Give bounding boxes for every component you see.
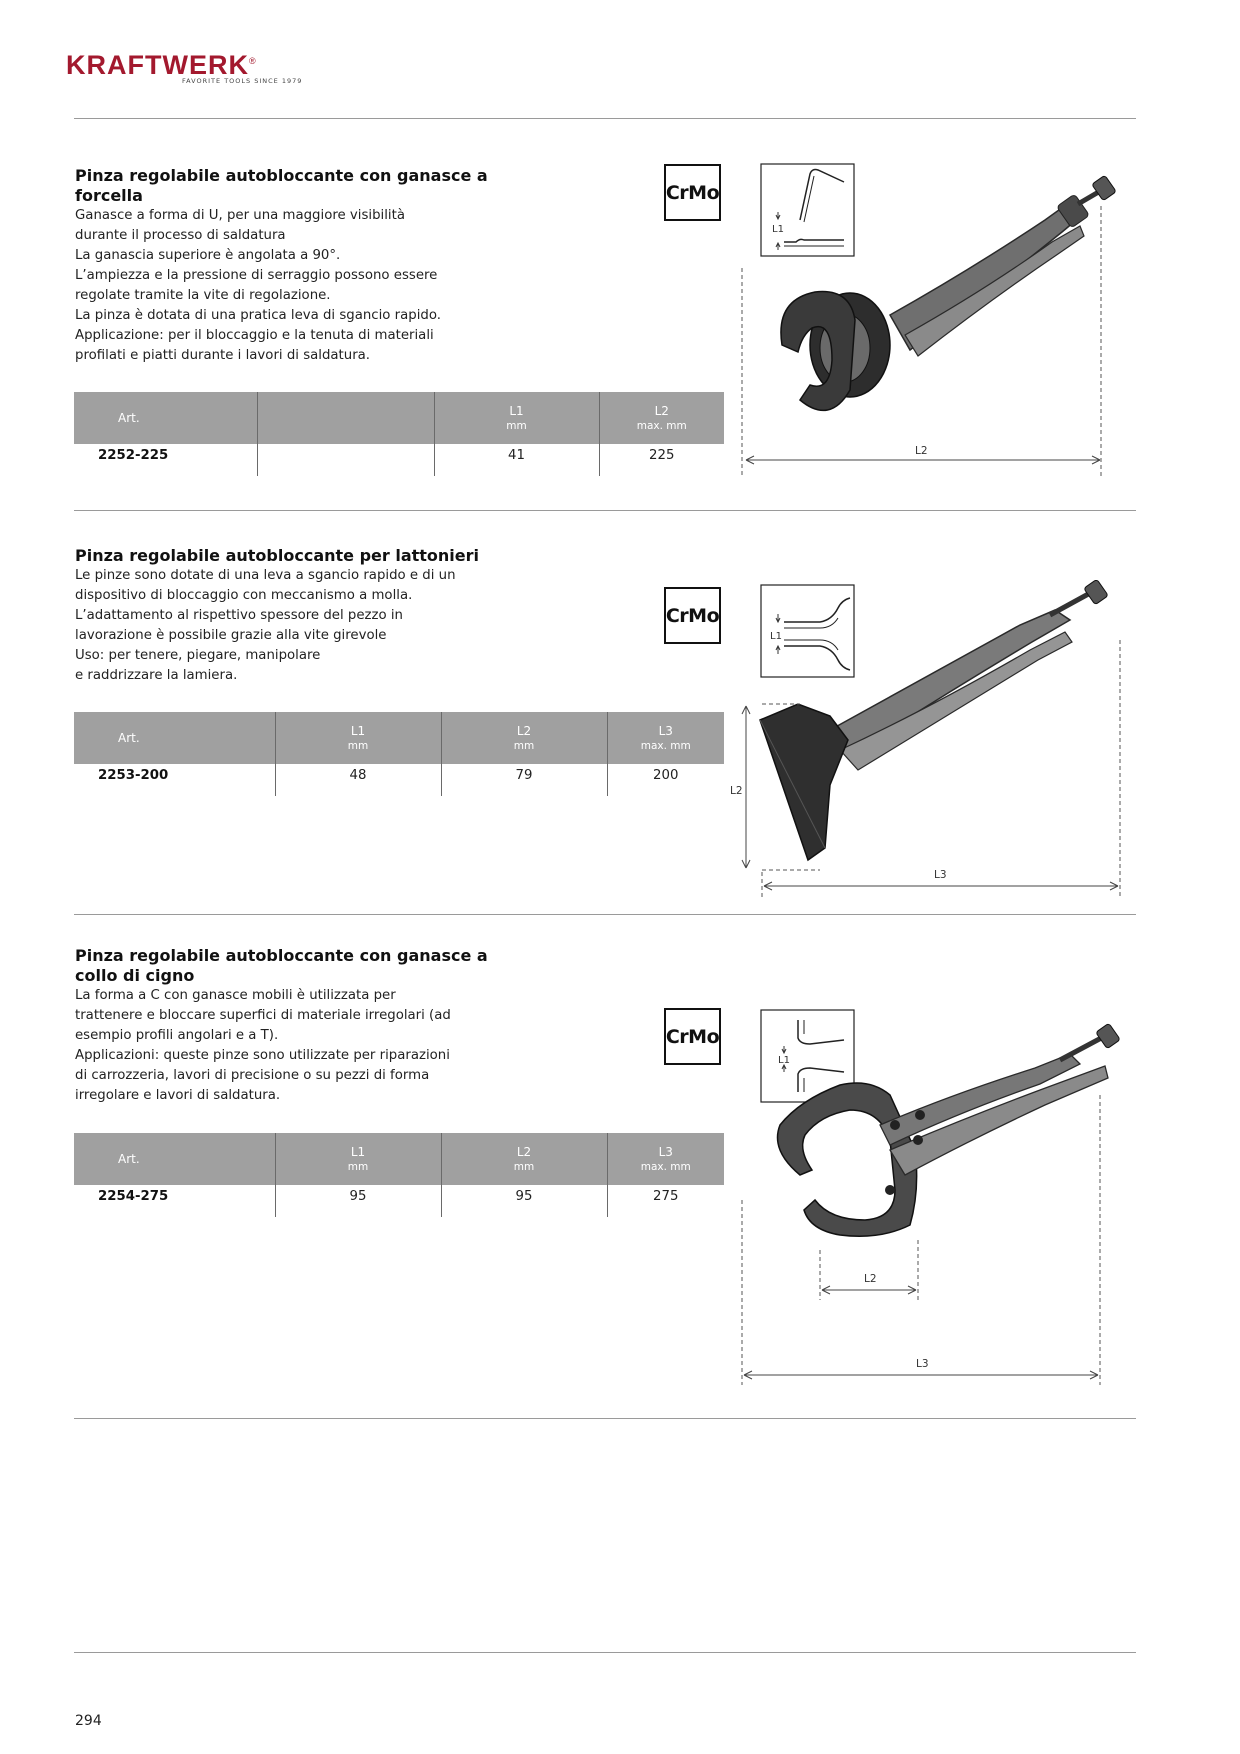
table-cell: 95 [275, 1185, 441, 1217]
brand-logo [66, 46, 326, 86]
table-cell: 79 [441, 764, 607, 796]
dimension-label: L2 [915, 445, 928, 457]
spec-table [74, 712, 724, 796]
column-header [257, 392, 434, 444]
column-header: L2 mm [441, 1133, 607, 1185]
material-badge: CrMo [664, 1008, 721, 1065]
column-header: L2 max. mm [599, 392, 724, 444]
page-number: 294 [75, 1713, 102, 1729]
column-header: L3 max. mm [607, 1133, 724, 1185]
column-header: L1 mm [275, 1133, 441, 1185]
table-cell: 95 [441, 1185, 607, 1217]
dimension-label: L3 [916, 1358, 929, 1370]
article-number: 2253-200 [98, 768, 169, 783]
table-row [74, 1185, 724, 1217]
product-illustration [740, 160, 1140, 490]
column-header: L2 mm [441, 712, 607, 764]
inset-label: L1 [772, 224, 784, 235]
column-header: L1 mm [275, 712, 441, 764]
material-badge: CrMo [664, 587, 721, 644]
table-cell: 225 [599, 444, 724, 476]
dimension-label: L3 [934, 869, 947, 881]
divider [74, 118, 1136, 119]
column-header: L3 max. mm [607, 712, 724, 764]
table-cell: 41 [434, 444, 599, 476]
product-description: Le pinze sono dotate di una leva a sgancio rapido e di un dispositivo di bloccaggio con meccanismo a molla. L’adattamento al rispettivo spessore del pezzo in lavorazione è possibile grazie alla vite girevole Uso: per tenere, piegare, manipolare e raddrizzare la lamiera. [75, 568, 456, 683]
column-header: Art. [74, 392, 257, 444]
table-header-row [74, 712, 724, 764]
table-header-row [74, 1133, 724, 1185]
product-title: Pinza regolabile autobloccante con ganasce a collo di cigno [75, 946, 488, 985]
table-row [74, 764, 724, 796]
detail-inset [761, 164, 854, 256]
dimension-label: L2 [864, 1273, 877, 1285]
product-illustration [720, 580, 1140, 900]
inset-label: L1 [770, 631, 782, 642]
spec-table [74, 1133, 724, 1217]
divider [74, 510, 1136, 511]
inset-label: L1 [778, 1055, 790, 1066]
divider [74, 914, 1136, 915]
column-header: Art. [74, 712, 275, 764]
column-header: L1 mm [434, 392, 599, 444]
table-cell: 200 [607, 764, 724, 796]
column-header: Art. [74, 1133, 275, 1185]
brand-name: KRAFTWERK® [66, 50, 257, 80]
material-badge: CrMo [664, 164, 721, 221]
product-title: Pinza regolabile autobloccante con ganasce a forcella [75, 166, 488, 205]
table-cell [257, 444, 434, 476]
article-number: 2254-275 [98, 1189, 169, 1204]
product-title: Pinza regolabile autobloccante per lattonieri [75, 546, 480, 565]
product-description: La forma a C con ganasce mobili è utilizzata per trattenere e bloccare superfici di materiale irregolari (ad esempio profili angolari e a T). Applicazioni: queste pinze sono utilizzate per riparazioni di carrozzeria, lavori di precisione o su pezzi di forma irregolare e lavori di saldatura. [75, 988, 451, 1103]
table-header-row [74, 392, 724, 444]
divider [74, 1418, 1136, 1419]
table-cell: 275 [607, 1185, 724, 1217]
product-description: Ganasce a forma di U, per una maggiore visibilità durante il processo di saldatura La ganascia superiore è angolata a 90°. L’ampiezza e la pressione di serraggio possono essere regolate tramite la vite di regolazione. La pinza è dotata di una pratica leva di sgancio rapido. Applicazione: per il bloccaggio e la tenuta di materiali profilati e piatti durante i lavori di saldatura. [75, 208, 441, 363]
dimension-label: L2 [730, 785, 743, 797]
brand-tagline: FAVORITE TOOLS SINCE 1979 [182, 77, 303, 85]
product-illustration [740, 1000, 1140, 1420]
divider [74, 1652, 1136, 1653]
article-number: 2252-225 [98, 448, 169, 463]
spec-table [74, 392, 724, 476]
table-row [74, 444, 724, 476]
table-cell: 48 [275, 764, 441, 796]
